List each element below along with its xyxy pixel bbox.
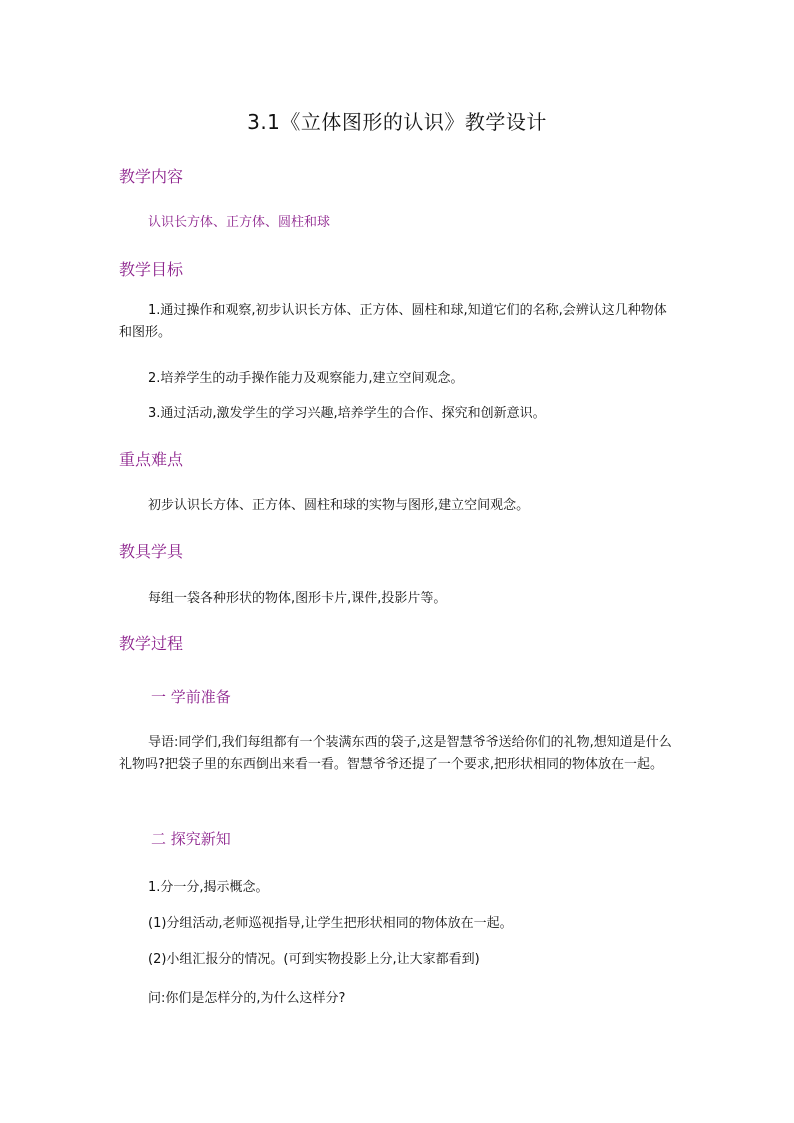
step2-heading: 二 探究新知 xyxy=(151,830,231,848)
step2-line-3: (2)小组汇报分的情况。(可到实物投影上分,让大家都看到) xyxy=(148,952,480,967)
goal-item-3: 3.通过活动,激发学生的学习兴趣,培养学生的合作、探究和创新意识。 xyxy=(148,406,546,421)
step2-line-2: (1)分组活动,老师巡视指导,让学生把形状相同的物体放在一起。 xyxy=(148,916,513,931)
goal-item-1: 1.通过操作和观察,初步认识长方体、正方体、圆柱和球,知道它们的名称,会辨认这几种物体和图形。 xyxy=(119,303,667,340)
key-points-text: 初步认识长方体、正方体、圆柱和球的实物与图形,建立空间观念。 xyxy=(148,498,530,513)
heading-teaching-goals: 教学目标 xyxy=(119,260,184,279)
step2-line-4: 问:你们是怎样分的,为什么这样分? xyxy=(148,991,346,1006)
step1-text: 导语:同学们,我们每组都有一个装满东西的袋子,这是智慧爷爷送给你们的礼物,想知道是什么礼物吗?把袋子里的东西倒出来看一看。智慧爷爷还提了一个要求,把形状相同的物体放在一起。 xyxy=(119,735,672,772)
heading-key-points: 重点难点 xyxy=(119,450,184,469)
heading-teaching-process: 教学过程 xyxy=(119,634,184,653)
materials-text: 每组一袋各种形状的物体,图形卡片,课件,投影片等。 xyxy=(148,591,447,606)
heading-materials: 教具学具 xyxy=(119,542,184,561)
goal-item-2: 2.培养学生的动手操作能力及观察能力,建立空间观念。 xyxy=(148,371,464,386)
teaching-content-text: 认识长方体、正方体、圆柱和球 xyxy=(148,215,331,230)
step1-heading: 一 学前准备 xyxy=(151,688,231,706)
heading-teaching-content: 教学内容 xyxy=(119,167,184,186)
document-title: 3.1《立体图形的认识》教学设计 xyxy=(247,110,547,134)
step2-line-1: 1.分一分,揭示概念。 xyxy=(148,880,269,895)
